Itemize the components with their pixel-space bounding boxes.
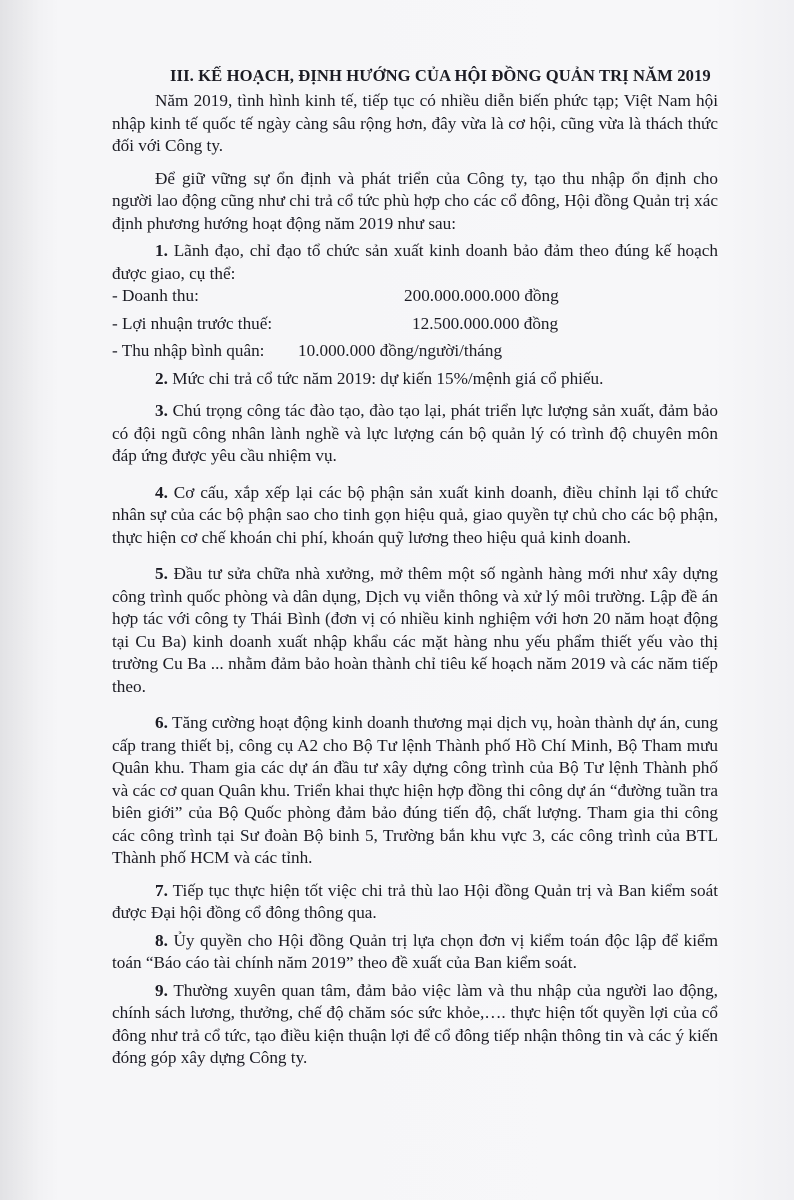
plan-item-text: Mức chi trả cổ tức năm 2019: dự kiến 15%/mệnh giá cổ phiếu. bbox=[172, 368, 604, 388]
plan-item-9 bbox=[112, 980, 718, 1070]
target-value: 12.500.000.000 đồng bbox=[412, 313, 559, 333]
plan-item-number: 8. bbox=[155, 930, 168, 950]
target-row-revenue bbox=[112, 285, 718, 308]
plan-item-2 bbox=[112, 368, 718, 391]
plan-item-7 bbox=[112, 880, 718, 925]
plan-item-1 bbox=[112, 240, 718, 285]
plan-item-number: 2. bbox=[155, 368, 168, 388]
plan-item-number: 5. bbox=[155, 564, 168, 583]
target-label: - Doanh thu: bbox=[112, 286, 199, 305]
plan-item-number: 4. bbox=[155, 482, 168, 502]
plan-item-8 bbox=[112, 930, 718, 975]
plan-item-5 bbox=[112, 563, 718, 698]
plan-item-text: Tiếp tục thực hiện tốt việc chi trả thù lao Hội đồng Quản trị và Ban kiểm soát được Đại hội đồng cổ đông thông qua. bbox=[112, 880, 718, 922]
target-value: 10.000.000 đồng/người/tháng bbox=[298, 341, 503, 360]
plan-item-text: Ủy quyền cho Hội đồng Quản trị lựa chọn đơn vị kiểm toán độc lập để kiểm toán “Báo cáo tài chính năm 2019” theo đề xuất của Ban kiểm soát. bbox=[112, 930, 718, 972]
plan-item-3 bbox=[112, 400, 718, 468]
section-heading: III. KẾ HOẠCH, ĐỊNH HƯỚNG CỦA HỘI ĐỒNG QUẢN TRỊ NĂM 2019 bbox=[170, 66, 711, 85]
plan-item-text: Cơ cấu, xắp xếp lại các bộ phận sản xuất kinh doanh, điều chỉnh lại tổ chức nhân sự của các bộ phận sao cho tinh gọn hiệu quả, giao quyền tự chủ cho các bộ phận, thực hiện cơ chế khoán chi phí, khoán quỹ lương theo hiệu quả kinh doanh. bbox=[112, 482, 718, 547]
plan-item-number: 6. bbox=[155, 713, 168, 732]
target-value: 200.000.000.000 đồng bbox=[404, 286, 559, 305]
plan-item-text: Thường xuyên quan tâm, đảm bảo việc làm và thu nhập của người lao động, chính sách lương, thưởng, chế độ chăm sóc sức khỏe,…. thực hiện tốt quyền lợi của cổ đông như trả cổ tức, tạo điều kiện thuận lợi để cổ đông tiếp nhận thông tin và các ý kiến đóng góp xây dựng Công ty. bbox=[112, 980, 718, 1067]
plan-item-text: Tăng cường hoạt động kinh doanh thương mại dịch vụ, hoàn thành dự án, cung cấp trang thiết bị, công cụ A2 cho Bộ Tư lệnh Thành phố Hồ Chí Minh, Bộ Tham mưu Quân khu. Tham gia các dự án đầu tư xây dựng công trình của Bộ Tư lệnh Thành phố và các cơ quan Quân khu. Triển khai thực hiện hợp đồng thi công dự án “đường tuần tra biên giới” của Bộ Quốc phòng đảm bảo đúng tiến độ, chất lượng. Tham gia thi công các công trình tại Sư đoàn Bộ binh 5, Trường bắn khu vực 3, các công trình của BTL Thành phố HCM và các tỉnh. bbox=[112, 713, 718, 867]
target-label: - Lợi nhuận trước thuế: bbox=[112, 313, 273, 333]
intro-paragraph-2: Để giữ vững sự ổn định và phát triển của Công ty, tạo thu nhập ổn định cho người lao động cũng như chi trả cổ tức phù hợp cho các cổ đông, Hội đồng Quản trị xác định phương hướng hoạt động năm 2019 như sau: bbox=[112, 168, 718, 233]
plan-item-number: 7. bbox=[155, 880, 168, 900]
page-fold-shadow bbox=[0, 0, 60, 1200]
plan-item-number: 9. bbox=[155, 980, 168, 1000]
target-row-profit bbox=[112, 313, 718, 336]
plan-item-number: 1. bbox=[155, 241, 168, 260]
plan-item-number: 3. bbox=[155, 401, 168, 420]
plan-item-6 bbox=[112, 712, 718, 870]
plan-item-text: Chú trọng công tác đào tạo, đào tạo lại, phát triển lực lượng sản xuất, đảm bảo có đội ngũ công nhân lành nghề và lực lượng cán bộ quản lý có trình độ chuyên môn đáp ứng được yêu cầu nhiệm vụ. bbox=[112, 401, 718, 465]
document-body bbox=[112, 90, 718, 1070]
plan-item-4 bbox=[112, 482, 718, 550]
intro-paragraph-1: Năm 2019, tình hình kinh tế, tiếp tục có nhiều diễn biến phức tạp; Việt Nam hội nhập kinh tế quốc tế ngày càng sâu rộng hơn, đây vừa là cơ hội, cũng vừa là thách thức đối với Công ty. bbox=[112, 91, 718, 155]
target-row-income bbox=[112, 340, 718, 363]
plan-item-text: Đầu tư sửa chữa nhà xưởng, mở thêm một số ngành hàng mới như xây dựng công trình quốc phòng và dân dụng, Dịch vụ viễn thông và xử lý môi trường. Lập đề án hợp tác với công ty Thái Bình (đơn vị có nhiều kinh nghiệm với hơn 20 năm hoạt động tại Cu Ba) kinh doanh xuất nhập khẩu các mặt hàng nhu yếu phẩm thiết yếu vào thị trường Cu Ba ... nhằm đảm bảo hoàn thành chỉ tiêu kế hoạch năm 2019 và các năm tiếp theo. bbox=[112, 564, 719, 696]
plan-item-text: Lãnh đạo, chỉ đạo tổ chức sản xuất kinh doanh bảo đảm theo đúng kế hoạch được giao, cụ thể: bbox=[112, 241, 718, 283]
target-label: - Thu nhập bình quân: bbox=[112, 341, 265, 360]
